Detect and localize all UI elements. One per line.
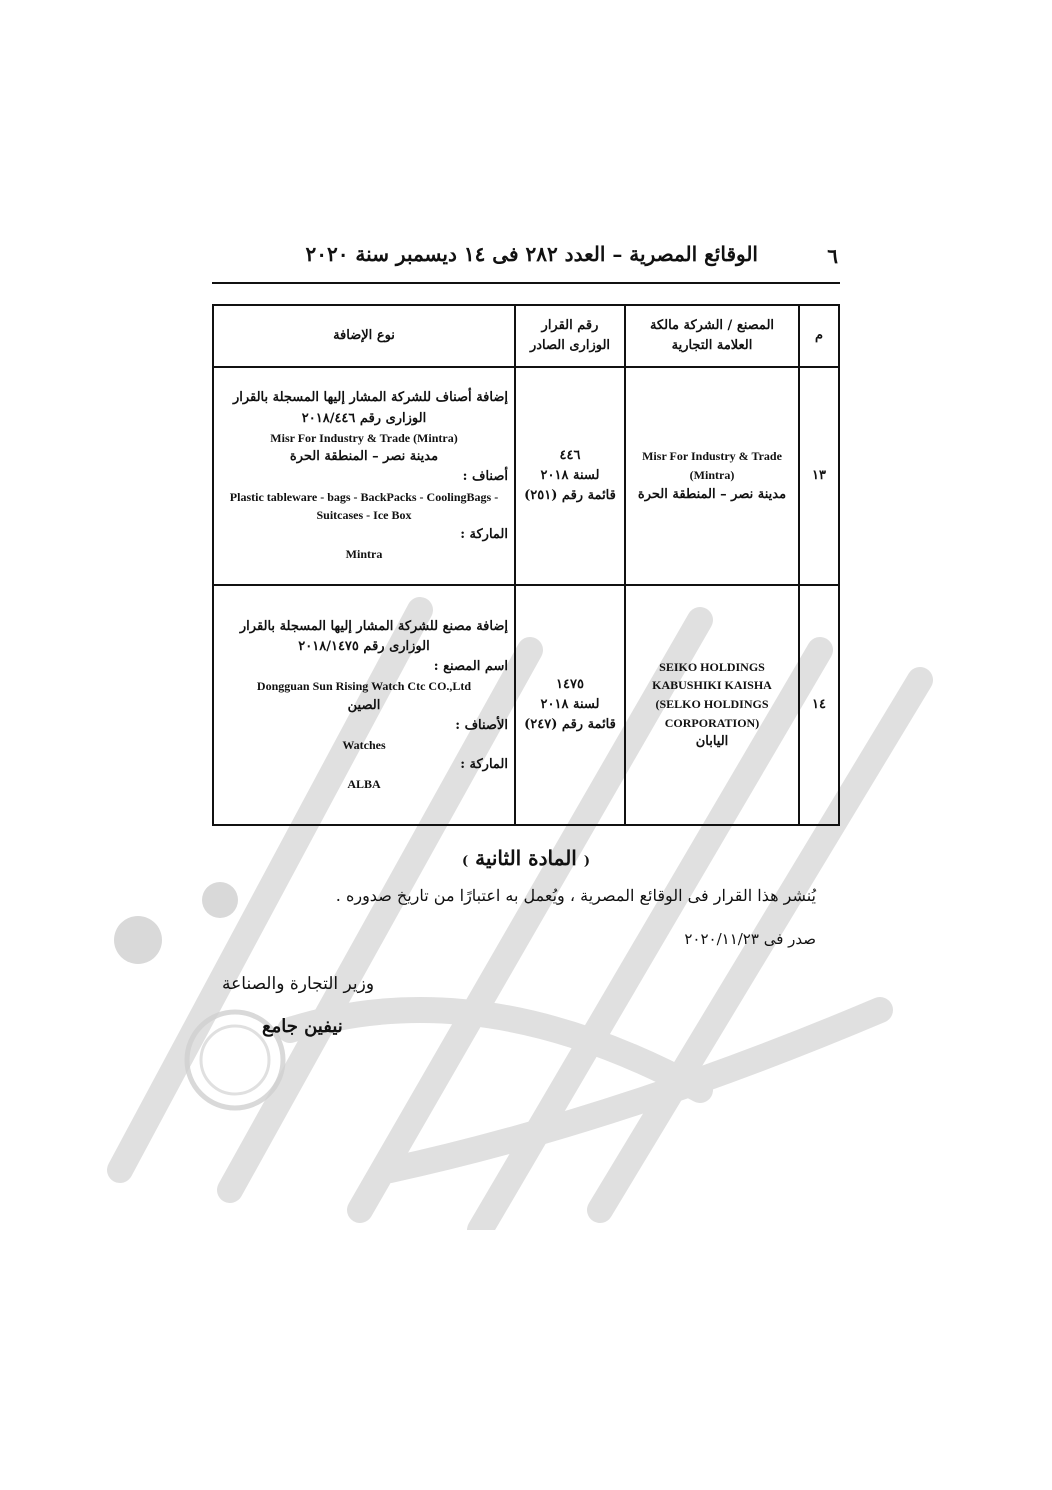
brand-name: ALBA <box>347 776 381 791</box>
decision-year: لسنة ٢٠١٨ <box>540 696 600 712</box>
factory-location: اليابان <box>695 734 729 750</box>
minister-name: نيفين جامع <box>262 1016 343 1037</box>
article-title <box>212 846 840 870</box>
decision-year: لسنة ٢٠١٨ <box>540 467 600 483</box>
addition-text-line2: الوزارى رقم ٢٠١٨/١٤٧٥ <box>298 638 430 654</box>
items-label: الأصناف : <box>455 717 508 733</box>
header-factory: المصنع / الشركة مالكة العلامة التجارية <box>625 305 799 367</box>
decision-cell <box>515 367 625 585</box>
addition-text-line1: إضافة مصنع للشركة المشار إليها المسجلة بالقرار <box>239 618 508 634</box>
page-number: ٦ <box>827 244 838 268</box>
header-rule <box>212 282 840 284</box>
items-list-en: Watches <box>342 737 386 752</box>
decision-number: ٤٤٦ <box>559 447 581 463</box>
article-body: يُنشر هذا القرار فى الوقائع المصرية ، ويُعمل به اعتبارًا من تاريخ صدوره . <box>335 886 816 905</box>
minister-title: وزير التجارة والصناعة <box>222 974 375 994</box>
addition-cell <box>213 585 515 825</box>
items-list-en: Plastic tableware - bags - BackPacks - CoolingBags - Suitcases - Ice Box <box>229 489 499 523</box>
brand-name: Mintra <box>345 546 383 561</box>
factory-cell <box>625 585 799 825</box>
decision-cell <box>515 585 625 825</box>
factory-name-en: SEIKO HOLDINGS KABUSHIKI KAISHA (SELKO HOLDINGS CORPORATION) <box>652 659 772 730</box>
row-number: ١٣ <box>799 367 839 585</box>
table-header-row <box>213 305 839 367</box>
items-label: أصناف : <box>462 469 508 485</box>
header-decision: رقم القرار الوزارى الصادر <box>515 305 625 367</box>
addition-text-line2: الوزارى رقم ٢٠١٨/٤٤٦ <box>301 410 427 426</box>
header-num: م <box>799 305 839 367</box>
decision-list: قائمة رقم (٢٥١) <box>524 488 616 504</box>
row-number: ١٤ <box>799 585 839 825</box>
factory-name-en: Misr For Industry & Trade (Mintra) <box>642 449 782 482</box>
addition-location: مدينة نصر – المنطقة الحرة <box>289 449 439 465</box>
issue-date: صدر فى ٢٠٢٠/١١/٢٣ <box>684 930 816 948</box>
factory-country: الصين <box>347 697 381 713</box>
table-row <box>213 367 839 585</box>
factory-location: مدينة نصر – المنطقة الحرة <box>637 486 787 502</box>
decision-number: ١٤٧٥ <box>556 676 584 692</box>
addition-cell <box>213 367 515 585</box>
factory-name-en: Dongguan Sun Rising Watch Ctc CO.,Ltd <box>256 679 472 694</box>
page-header <box>212 236 840 286</box>
close-paren: ) <box>461 854 469 869</box>
decision-list: قائمة رقم (٢٤٧) <box>524 717 616 733</box>
addition-text-line1: إضافة أصناف للشركة المشار إليها المسجلة بالقرار <box>232 390 508 406</box>
brand-label: الماركة : <box>460 526 508 542</box>
brand-label: الماركة : <box>460 756 508 772</box>
addition-company-en: Misr For Industry & Trade (Mintra) <box>270 430 458 445</box>
article-heading: المادة الثانية <box>475 846 577 870</box>
factory-cell <box>625 367 799 585</box>
header-addition: نوع الإضافة <box>213 305 515 367</box>
factory-label: اسم المصنع : <box>433 658 508 674</box>
registration-table <box>212 304 840 826</box>
gazette-title: الوقائع المصرية – العدد ٢٨٢ فى ١٤ ديسمبر سنة ٢٠٢٠ <box>305 242 758 266</box>
table-row <box>213 585 839 825</box>
open-paren: ( <box>583 854 590 869</box>
